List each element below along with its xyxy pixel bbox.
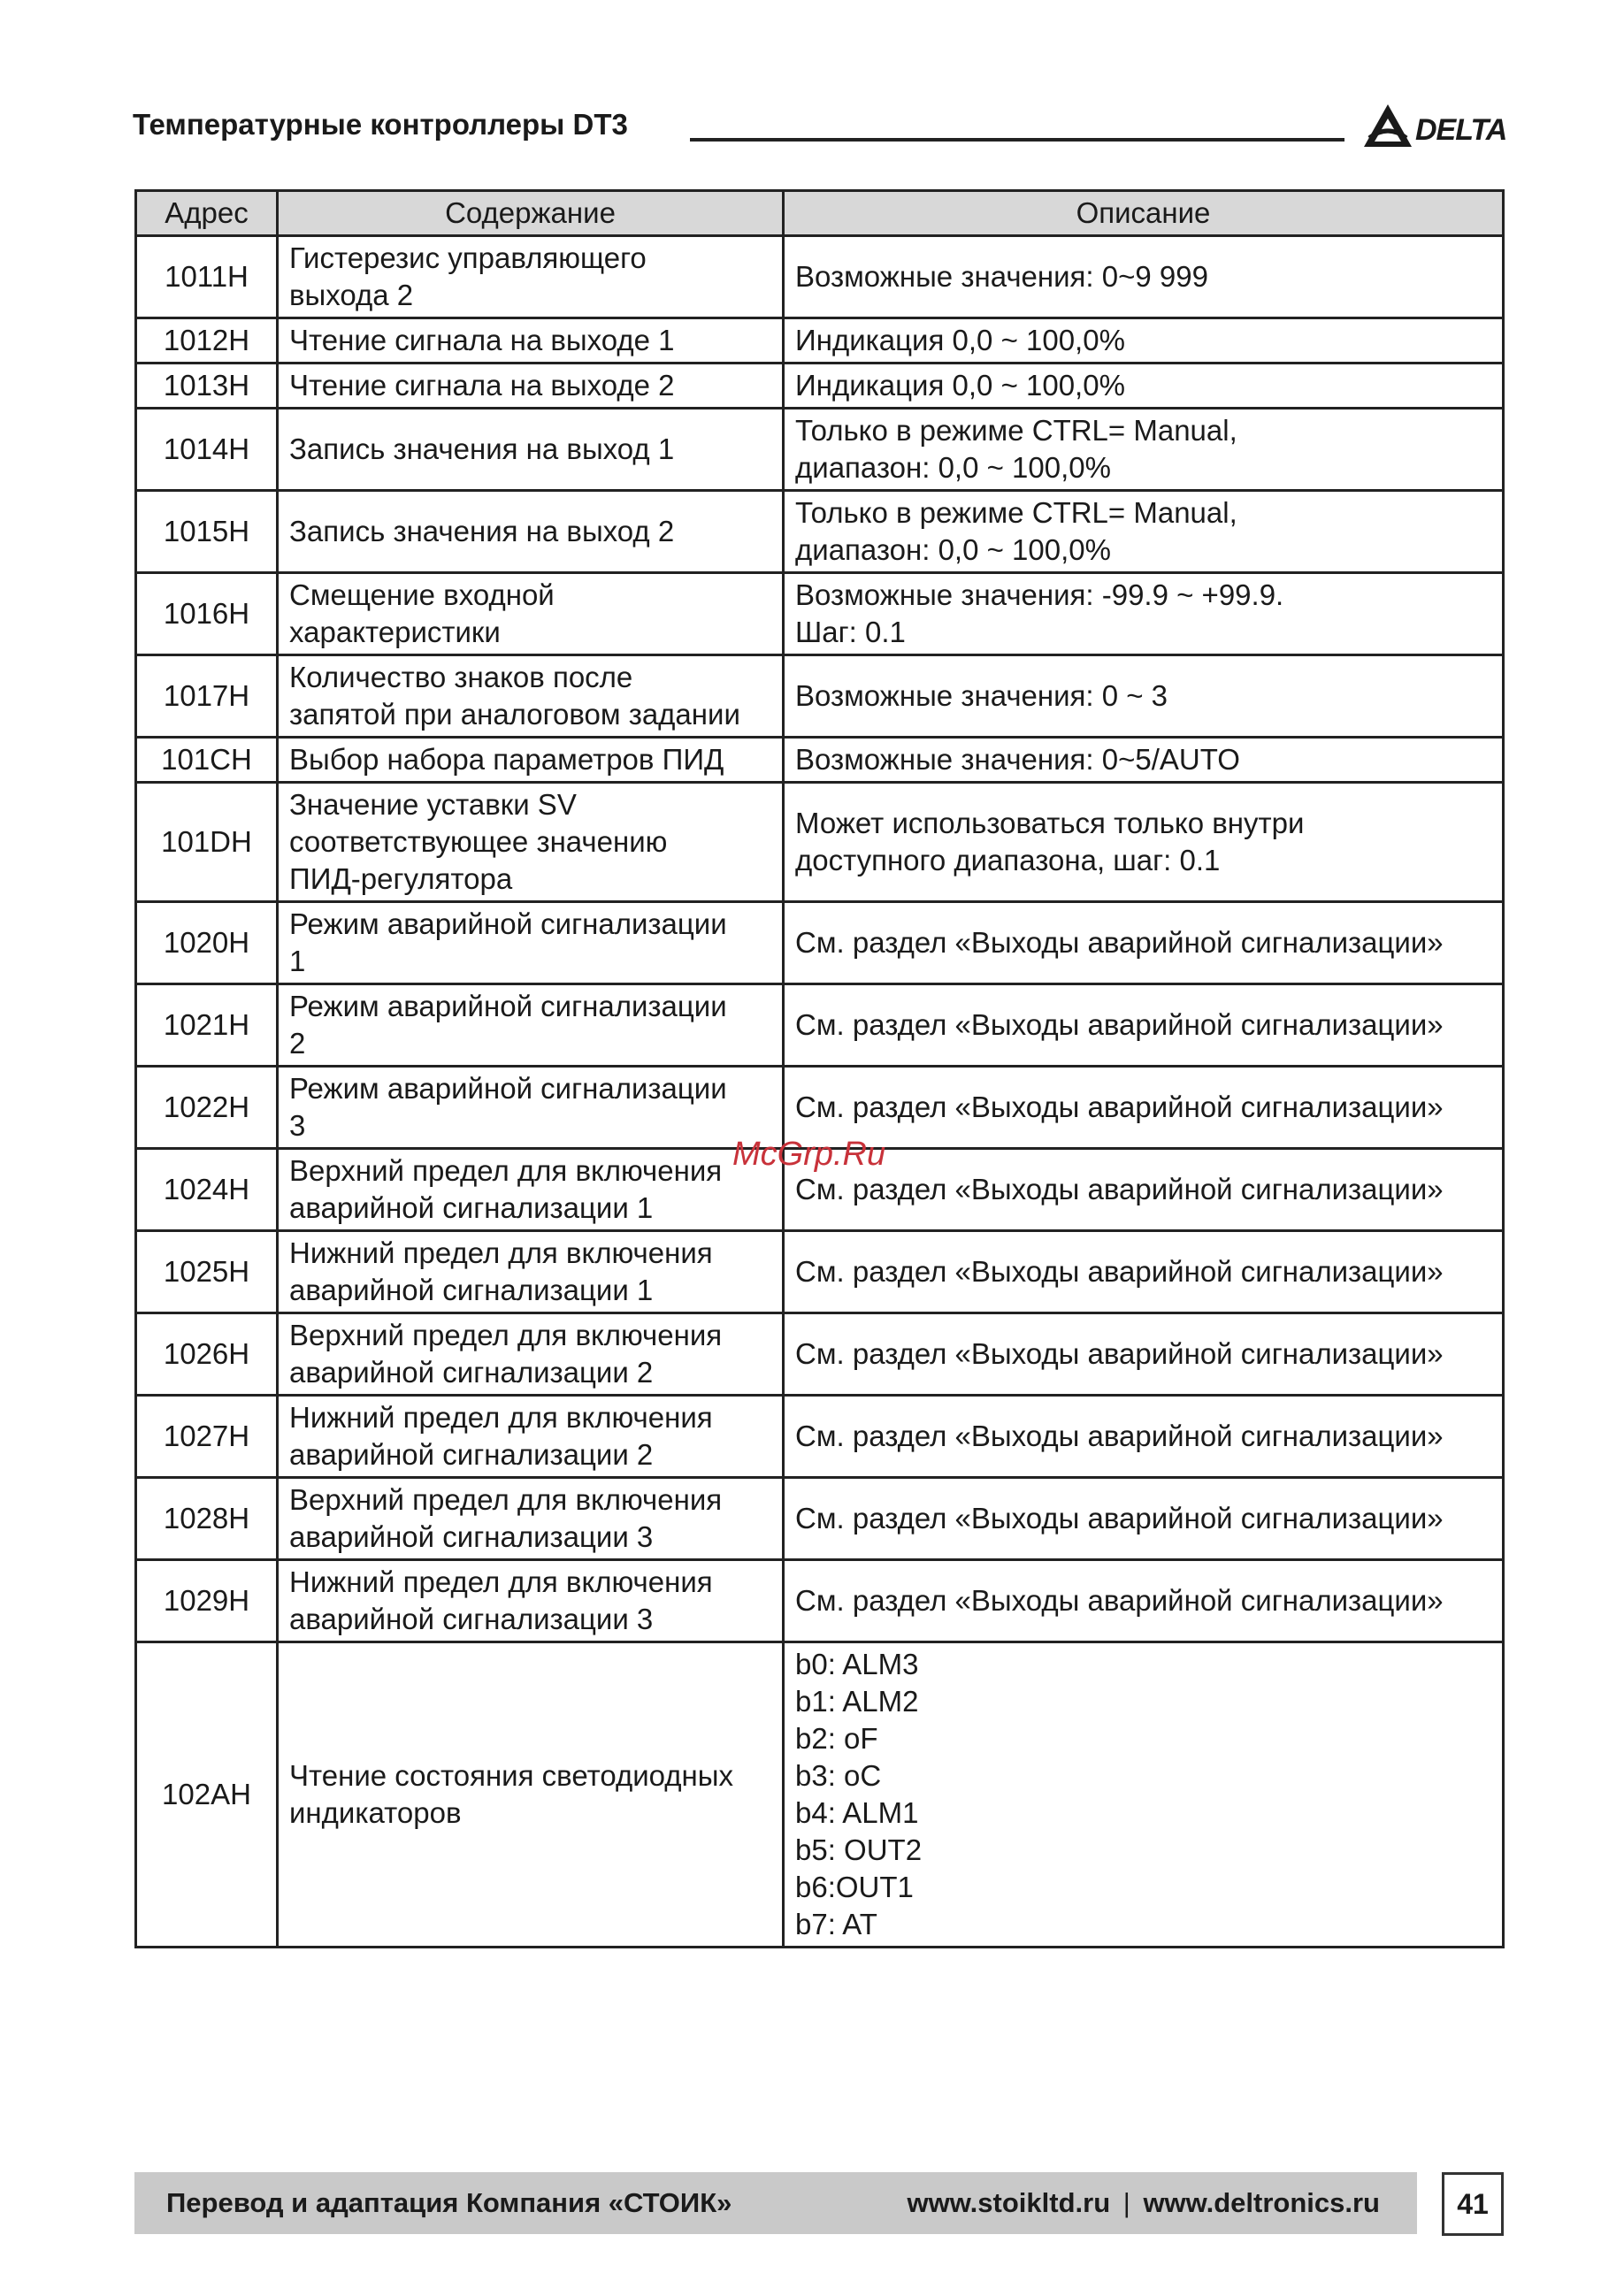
cell-content-line: Верхний предел для включения [289, 1483, 723, 1516]
cell-description-line: диапазон: 0,0 ~ 100,0% [795, 451, 1111, 484]
cell-content [278, 1067, 784, 1149]
cell-content [278, 1149, 784, 1231]
watermark: McGrp.Ru [732, 1136, 886, 1173]
cell-content-line: ПИД-регулятора [289, 862, 513, 895]
table-row [136, 1642, 1504, 1948]
cell-address: 1016H [136, 573, 278, 655]
cell-description-line: Возможные значения: 0~9 999 [795, 260, 1208, 293]
cell-content [278, 236, 784, 318]
cell-description-line: См. раздел «Выходы аварийной сигнализации» [795, 1584, 1444, 1617]
cell-content-line: 1 [289, 945, 306, 977]
cell-content-line: Значение уставки SV [289, 788, 577, 821]
table-row [136, 1396, 1504, 1478]
cell-content-line: аварийной сигнализации 2 [289, 1438, 654, 1471]
cell-description [784, 491, 1504, 573]
cell-content-line: Запись значения на выход 2 [289, 515, 675, 547]
cell-description-line: См. раздел «Выходы аварийной сигнализации» [795, 1008, 1444, 1041]
cell-content [278, 318, 784, 364]
cell-content [278, 738, 784, 783]
cell-content-line: Нижний предел для включения [289, 1401, 713, 1434]
cell-description-line: См. раздел «Выходы аварийной сигнализации» [795, 1420, 1444, 1452]
cell-address: 1020H [136, 902, 278, 984]
footer-link-stoik[interactable]: www.stoikltd.ru [907, 2187, 1111, 2218]
table-row [136, 1313, 1504, 1396]
cell-content-line: аварийной сигнализации 1 [289, 1191, 654, 1224]
cell-address: 1012H [136, 318, 278, 364]
cell-description [784, 984, 1504, 1067]
cell-address: 1011H [136, 236, 278, 318]
cell-description [784, 738, 1504, 783]
cell-content [278, 902, 784, 984]
cell-content-line: Запись значения на выход 1 [289, 432, 675, 465]
cell-description-line: См. раздел «Выходы аварийной сигнализации» [795, 1337, 1444, 1370]
cell-description-line: Шаг: 0.1 [795, 616, 906, 648]
cell-content-line: Чтение сигнала на выходе 1 [289, 324, 675, 356]
cell-content-line: соответствующее значению [289, 825, 668, 858]
footer-link-deltronics[interactable]: www.deltronics.ru [1143, 2187, 1380, 2218]
cell-description-line: b1: ALM2 [795, 1685, 919, 1718]
cell-address: 1022H [136, 1067, 278, 1149]
cell-description-line: См. раздел «Выходы аварийной сигнализации» [795, 1255, 1444, 1288]
cell-address: 1015H [136, 491, 278, 573]
table-row [136, 1560, 1504, 1642]
cell-description [784, 1149, 1504, 1231]
table-row [136, 1231, 1504, 1313]
cell-description-line: См. раздел «Выходы аварийной сигнализации» [795, 1091, 1444, 1123]
delta-logo [1362, 99, 1507, 152]
cell-content-line: запятой при аналоговом задании [289, 698, 740, 731]
table-row [136, 783, 1504, 902]
cell-description-line: Возможные значения: 0 ~ 3 [795, 679, 1168, 712]
table-row [136, 655, 1504, 738]
cell-content [278, 984, 784, 1067]
header-rule [690, 138, 1344, 142]
cell-content-line: аварийной сигнализации 3 [289, 1520, 654, 1553]
cell-content-line: Режим аварийной сигнализации [289, 1072, 727, 1105]
page-header [133, 99, 1507, 152]
cell-description-line: Возможные значения: -99.9 ~ +99.9. [795, 578, 1284, 611]
cell-description [784, 783, 1504, 902]
footer-bar [134, 2172, 1417, 2234]
cell-description [784, 1560, 1504, 1642]
table-row [136, 491, 1504, 573]
cell-content [278, 573, 784, 655]
cell-content-line: Верхний предел для включения [289, 1319, 723, 1351]
cell-description-line: Может использоваться только внутри [795, 807, 1305, 839]
cell-description-line: См. раздел «Выходы аварийной сигнализации» [795, 1173, 1444, 1205]
cell-content-line: Чтение состояния светодиодных [289, 1759, 733, 1792]
cell-description [784, 318, 1504, 364]
cell-description-line: Индикация 0,0 ~ 100,0% [795, 369, 1125, 402]
footer-links [907, 2187, 1380, 2219]
cell-description-line: b3: oC [795, 1759, 882, 1792]
cell-address: 1024H [136, 1149, 278, 1231]
cell-content-line: аварийной сигнализации 3 [289, 1603, 654, 1635]
table-row [136, 318, 1504, 364]
cell-description-line: Только в режиме CTRL= Manual, [795, 414, 1237, 447]
cell-description-line: доступного диапазона, шаг: 0.1 [795, 844, 1221, 876]
table-row [136, 1478, 1504, 1560]
cell-description-line: b5: OUT2 [795, 1833, 923, 1866]
cell-description-line: Индикация 0,0 ~ 100,0% [795, 324, 1125, 356]
cell-content-line: индикаторов [289, 1796, 462, 1829]
cell-content-line: Чтение сигнала на выходе 2 [289, 369, 675, 402]
cell-address: 1027H [136, 1396, 278, 1478]
table-row [136, 409, 1504, 491]
cell-content-line: 2 [289, 1027, 306, 1060]
cell-content-line: аварийной сигнализации 1 [289, 1274, 654, 1306]
cell-content [278, 1231, 784, 1313]
cell-description [784, 409, 1504, 491]
cell-content [278, 1560, 784, 1642]
cell-description-line: См. раздел «Выходы аварийной сигнализации» [795, 1502, 1444, 1534]
cell-content [278, 409, 784, 491]
cell-content-line: Смещение входной [289, 578, 555, 611]
cell-address: 1021H [136, 984, 278, 1067]
cell-address: 1025H [136, 1231, 278, 1313]
column-header-content: Содержание [278, 191, 784, 236]
cell-description [784, 1231, 1504, 1313]
cell-address: 1029H [136, 1560, 278, 1642]
cell-address: 1028H [136, 1478, 278, 1560]
cell-address: 1026H [136, 1313, 278, 1396]
cell-content-line: аварийной сигнализации 2 [289, 1356, 654, 1389]
cell-description-line: b7: AT [795, 1908, 877, 1940]
cell-content-line: Выбор набора параметров ПИД [289, 743, 724, 776]
table-row [136, 236, 1504, 318]
cell-description [784, 1396, 1504, 1478]
delta-triangle-icon [1362, 103, 1413, 149]
cell-content-line: Гистерезис управляющего [289, 241, 647, 274]
footer-credit: Перевод и адаптация Компания «СТОИК» [166, 2187, 732, 2218]
cell-description [784, 1478, 1504, 1560]
cell-address: 1013H [136, 364, 278, 409]
cell-description-line: Возможные значения: 0~5/AUTO [795, 743, 1240, 776]
cell-content-line: выхода 2 [289, 279, 414, 311]
cell-content [278, 1642, 784, 1948]
cell-description-line: b2: oF [795, 1722, 878, 1755]
cell-content [278, 655, 784, 738]
cell-content-line: Режим аварийной сигнализации [289, 907, 727, 940]
cell-description-line: b6:OUT1 [795, 1871, 914, 1903]
cell-address: 101CH [136, 738, 278, 783]
table-row [136, 573, 1504, 655]
register-table [134, 189, 1505, 1948]
cell-description-line: b0: ALM3 [795, 1648, 919, 1680]
cell-description-line: Только в режиме CTRL= Manual, [795, 496, 1237, 529]
table-row [136, 984, 1504, 1067]
cell-description [784, 573, 1504, 655]
logo-text: DELTA [1415, 113, 1507, 147]
table-header-row [136, 191, 1504, 236]
column-header-description: Описание [784, 191, 1504, 236]
cell-content-line: Режим аварийной сигнализации [289, 990, 727, 1022]
cell-content [278, 364, 784, 409]
cell-description [784, 655, 1504, 738]
cell-content [278, 1313, 784, 1396]
cell-content [278, 783, 784, 902]
cell-content-line: Количество знаков после [289, 661, 633, 693]
cell-content [278, 1396, 784, 1478]
cell-content-line: 3 [289, 1109, 306, 1142]
footer-separator: | [1122, 2187, 1130, 2218]
cell-description [784, 236, 1504, 318]
table-row [136, 902, 1504, 984]
cell-content-line: Нижний предел для включения [289, 1565, 713, 1598]
cell-description-line: b4: ALM1 [795, 1796, 919, 1829]
table-row [136, 364, 1504, 409]
table-row [136, 738, 1504, 783]
cell-description [784, 1067, 1504, 1149]
column-header-address: Адрес [136, 191, 278, 236]
cell-content [278, 491, 784, 573]
cell-description [784, 364, 1504, 409]
cell-description [784, 1313, 1504, 1396]
cell-content [278, 1478, 784, 1560]
cell-description [784, 1642, 1504, 1948]
cell-description-line: См. раздел «Выходы аварийной сигнализации» [795, 926, 1444, 959]
cell-description [784, 902, 1504, 984]
cell-address: 1014H [136, 409, 278, 491]
header-title: Температурные контроллеры DT3 [133, 108, 628, 141]
cell-content-line: характеристики [289, 616, 501, 648]
cell-content-line: Верхний предел для включения [289, 1154, 723, 1187]
cell-address: 1017H [136, 655, 278, 738]
page-number: 41 [1442, 2172, 1504, 2236]
cell-address: 102AH [136, 1642, 278, 1948]
cell-description-line: диапазон: 0,0 ~ 100,0% [795, 533, 1111, 566]
cell-address: 101DH [136, 783, 278, 902]
cell-content-line: Нижний предел для включения [289, 1236, 713, 1269]
